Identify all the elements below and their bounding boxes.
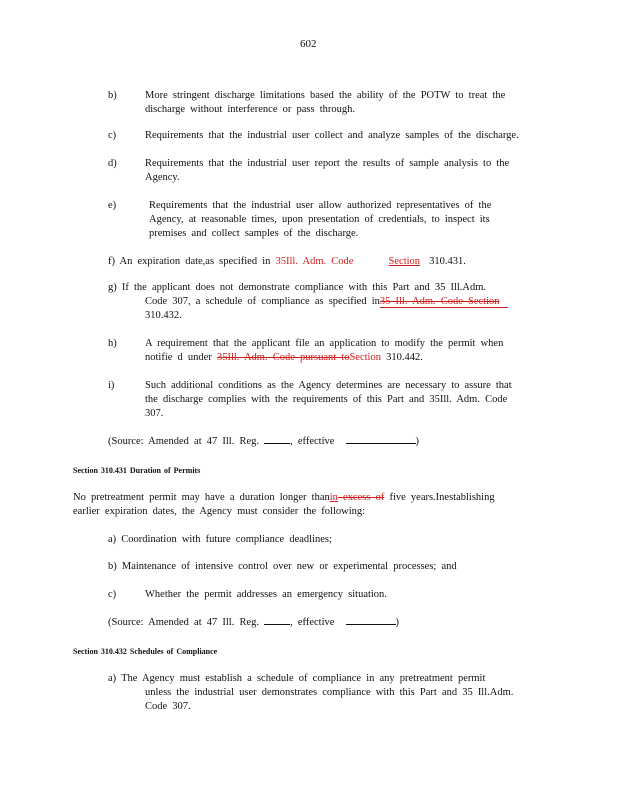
item-e-line2: Agency, at reasonable times, upon presentation of credentials, to inspect its xyxy=(149,214,490,225)
item-h-line2-prefix: notifie d under xyxy=(145,352,212,363)
item-f-red-code: 35Ill. Adm. Code xyxy=(275,256,354,267)
section-432-item-a-line2: unless the industrial user demonstrates compliance with this Part and 35 Ill.Adm. xyxy=(145,687,514,698)
item-c-line1: Requirements that the industrial user collect and analyze samples of the discharge. xyxy=(145,130,519,141)
item-b-line1: More stringent discharge limitations based the ability of the POTW to treat the xyxy=(145,90,506,101)
item-e-line1: Requirements that the industrial user allow authorized representatives of the xyxy=(149,200,492,211)
item-letter-d: d) xyxy=(108,158,117,169)
item-h-line1: A requirement that the applicant file an application to modify the permit when xyxy=(145,338,504,349)
item-f-line xyxy=(108,256,466,268)
section-431-item-c-text: Whether the permit addresses an emergency situation. xyxy=(145,589,387,600)
section-431-para-line2: earlier expiration dates, the Agency must consider the following: xyxy=(73,506,366,517)
item-letter-c: c) xyxy=(108,130,117,141)
item-h-line2-tail: 310.442. xyxy=(386,352,423,363)
section-431-item-c-letter: c) xyxy=(108,589,117,600)
source-2-end: ) xyxy=(395,617,400,628)
section-431-item-b: b) Maintenance of intensive control over new or experimental processes; and xyxy=(108,561,457,572)
section-431-para-line1 xyxy=(73,492,495,504)
section-432-item-a-line3: Code 307. xyxy=(145,701,191,712)
source-1-prefix: (Source: Amended at 47 Ill. Reg. xyxy=(108,436,260,447)
section-431-inserted: in xyxy=(329,492,338,503)
item-h-line2-deleted: 35Ill. Adm. Code pursuant to xyxy=(216,352,350,363)
item-letter-b: b) xyxy=(108,90,117,101)
section-432-heading: Section 310.432 Schedules of Compliance xyxy=(73,647,218,656)
source-note-1 xyxy=(108,436,419,448)
section-431-para-tail: five years.Inestablishing xyxy=(384,492,495,503)
section-432-item-a-line1: a) The Agency must establish a schedule of compliance in any pretreatment permit xyxy=(108,673,486,684)
source-1-end: ) xyxy=(415,436,420,447)
item-e-line3: premises and collect samples of the discharge. xyxy=(149,228,359,239)
source-2-prefix: (Source: Amended at 47 Ill. Reg. xyxy=(108,617,260,628)
source-1-mid: , effective xyxy=(290,436,335,447)
source-note-2 xyxy=(108,617,399,629)
item-f-tail: 310.431. xyxy=(429,256,466,267)
item-g-line1: g) If the applicant does not demonstrate compliance with this Part and 35 Ill.Adm. xyxy=(108,282,487,293)
item-f-red-section: Section xyxy=(388,256,421,267)
item-g-line3: 310.432. xyxy=(145,310,182,321)
source-2-mid: , effective xyxy=(290,617,335,628)
item-g-line2 xyxy=(145,296,508,308)
section-431-item-a: a) Coordination with future compliance deadlines; xyxy=(108,534,332,545)
section-431-para-prefix: No pretreatment permit may have a duration longer than xyxy=(73,492,330,503)
item-letter-i: i) xyxy=(108,380,115,391)
section-431-heading: Section 310.431 Duration of Permits xyxy=(73,466,201,475)
item-g-line2-deleted: 35 Ill. Adm. Code Section xyxy=(380,296,508,308)
item-d-line2: Agency. xyxy=(145,172,180,183)
item-letter-h: h) xyxy=(108,338,117,349)
item-i-line3: 307. xyxy=(145,408,164,419)
item-b-line2: discharge without interference or pass through. xyxy=(145,104,355,115)
item-i-line1: Such additional conditions as the Agency determines are necessary to assure that xyxy=(145,380,512,391)
page-number: 602 xyxy=(300,38,317,50)
item-letter-e: e) xyxy=(108,200,117,211)
section-431-deleted: excess of xyxy=(337,492,385,503)
item-d-line1: Requirements that the industrial user report the results of sample analysis to the xyxy=(145,158,510,169)
item-i-line2: the discharge complies with the requirements of this Part and 35Ill. Adm. Code xyxy=(145,394,508,405)
item-f-prefix: f) An expiration date,as specified in xyxy=(108,256,271,267)
item-h-line2 xyxy=(145,352,423,364)
item-h-line2-red: Section xyxy=(349,352,381,363)
item-g-line2-prefix: Code 307, a schedule of compliance as specified in xyxy=(145,296,380,307)
